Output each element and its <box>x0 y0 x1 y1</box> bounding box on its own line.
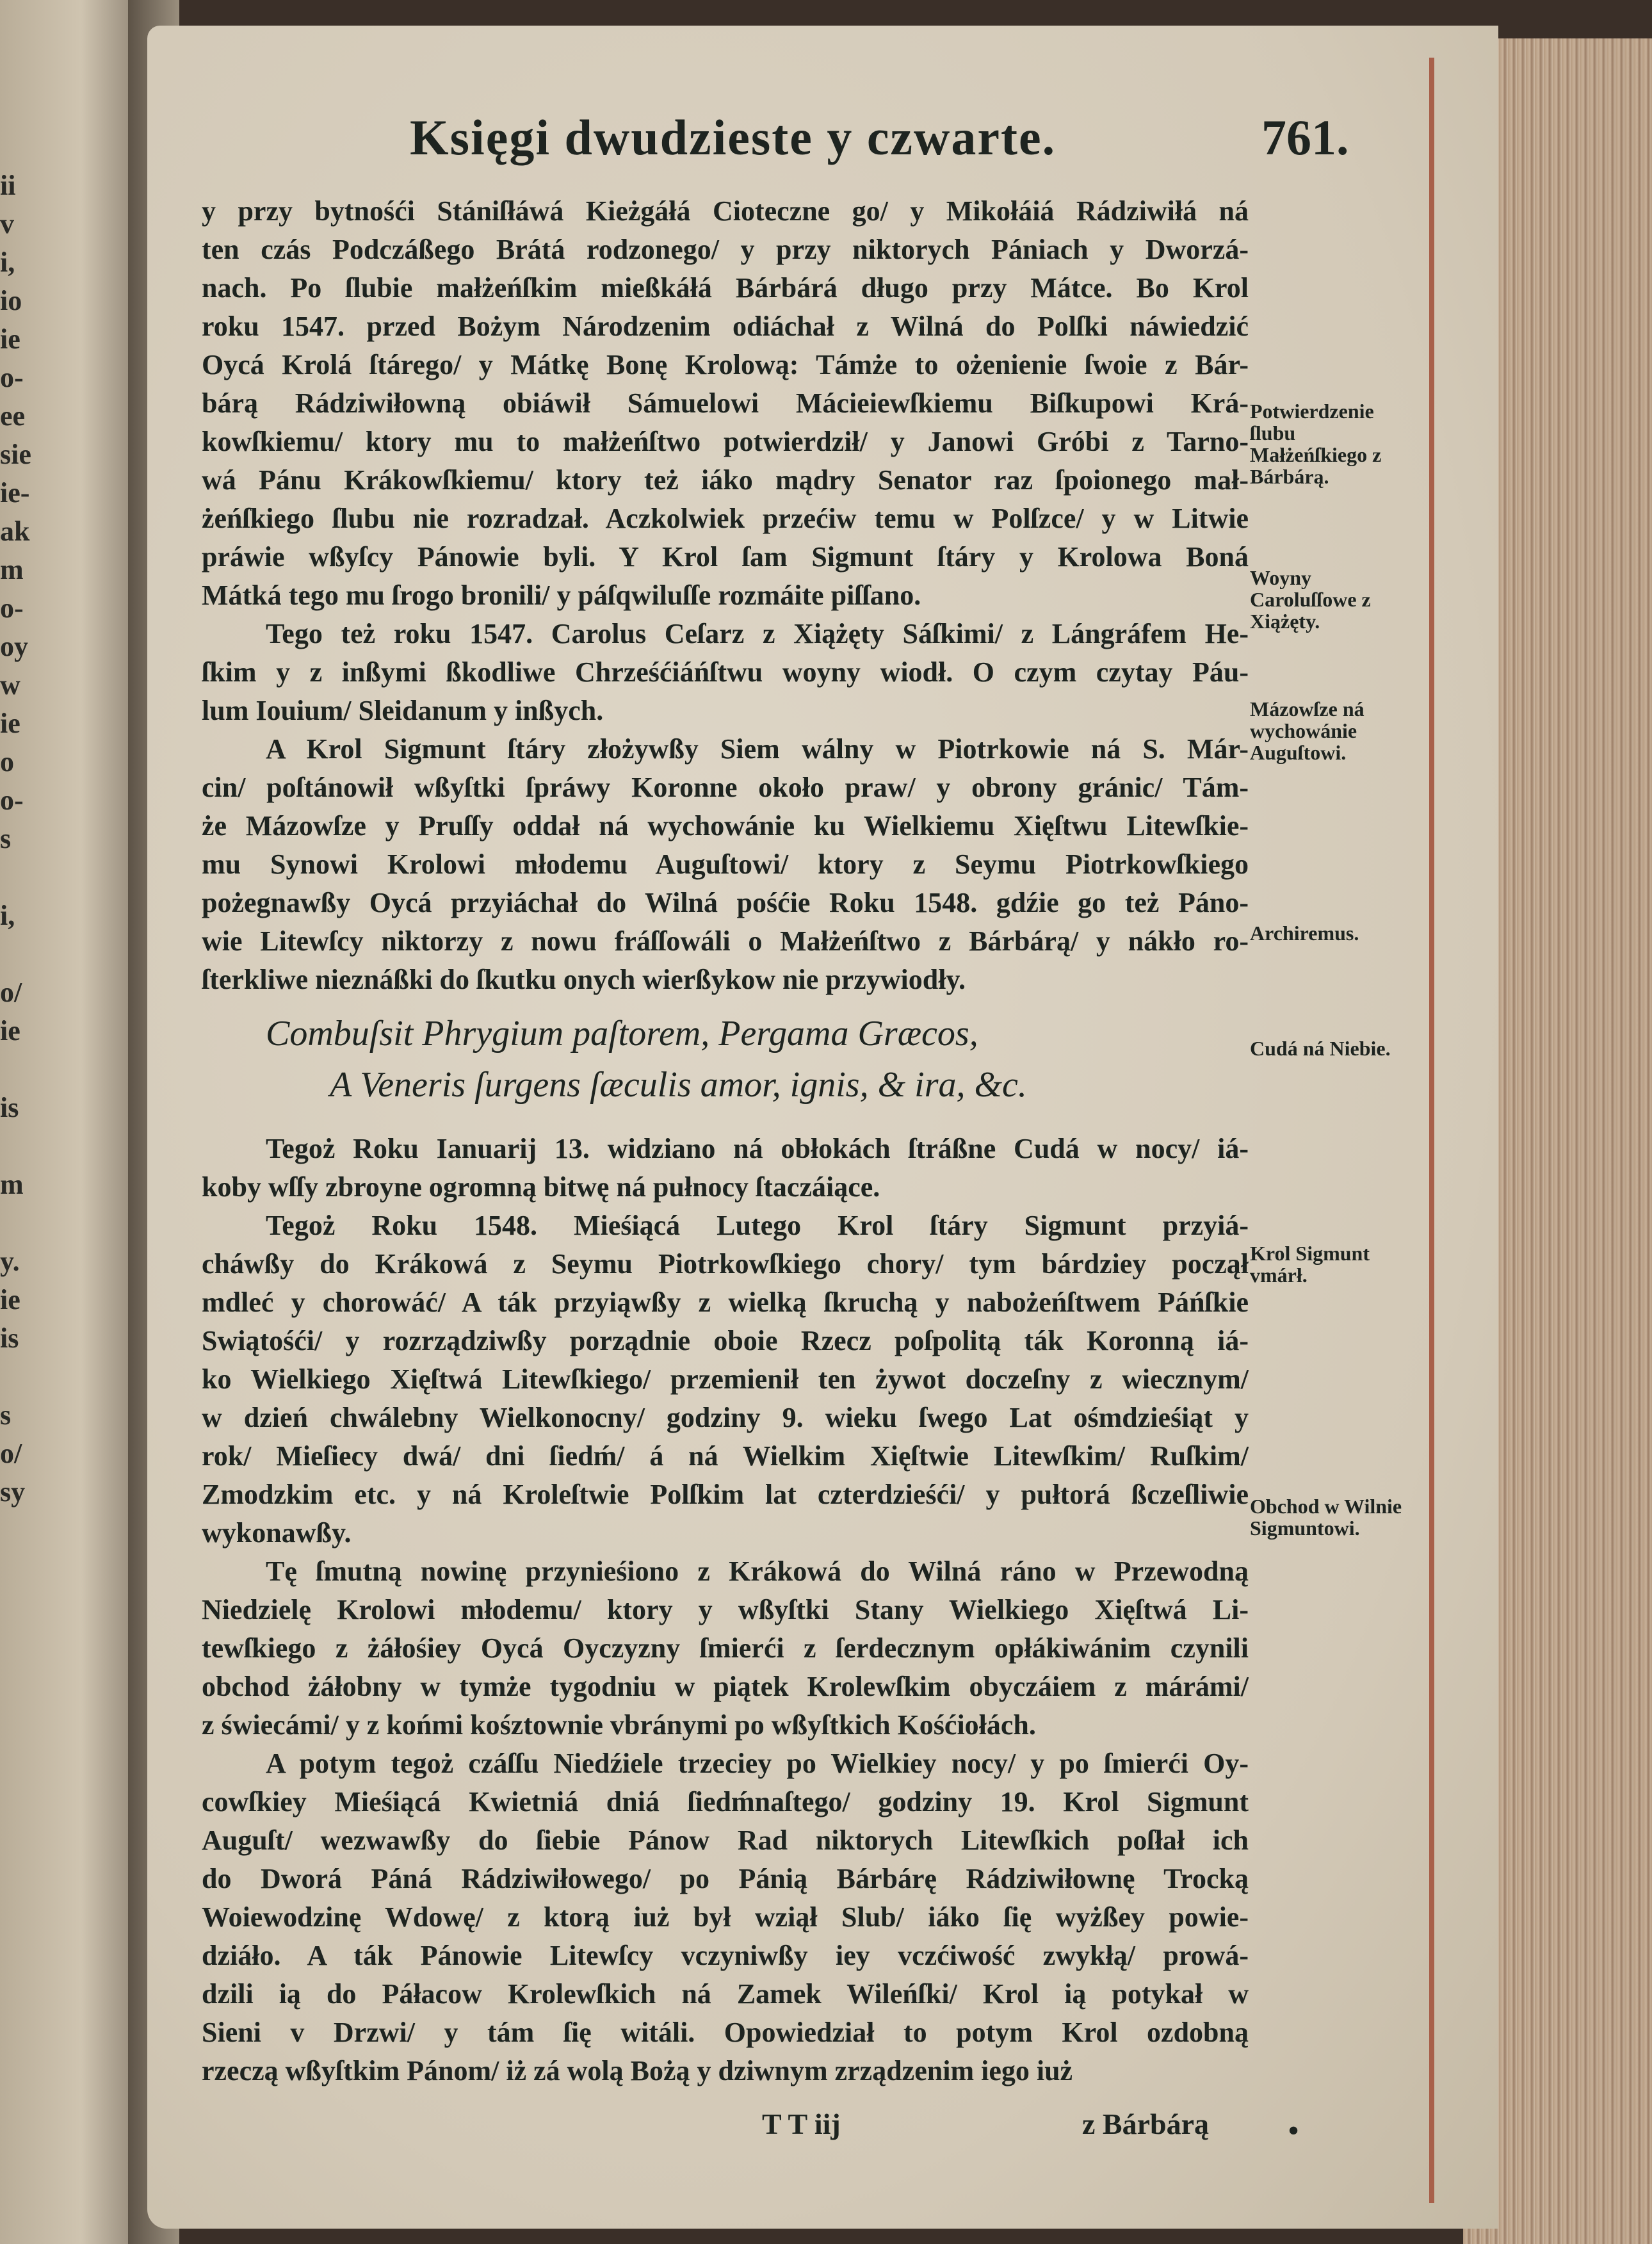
text-line: że Mázowſze y Pruſſy oddał ná wychowánie ku Wielkiemu Xięſtwu Litewſkie- <box>202 810 1249 842</box>
text-line: kowſkiemu/ ktory mu to małżeńſtwo potwierdził/ y Janowi Gróbi z Tarno- <box>202 426 1249 457</box>
text-line: dziáło. A ták Pánowie Litewſcy vczyniwßy iey vczćiwość zwykłą/ prowá- <box>202 1940 1249 1971</box>
verse-block <box>202 999 1249 1117</box>
left-page-fragment: ie <box>0 1015 20 1046</box>
margin-note: Cudá ná Niebie. <box>1250 1037 1391 1060</box>
main-text-block <box>202 192 1249 2090</box>
text-line: ſterkliwe nieznáßki do ſkutku onych wierßykow nie przywiodły. <box>202 964 966 995</box>
text-line: Tegoż Roku Ianuarij 13. widziano ná obłokách ſtráßne Cudá w nocy/ iá- <box>266 1133 1249 1164</box>
left-page-fragment: o- <box>0 785 24 816</box>
left-page-fragment: io <box>0 285 22 316</box>
left-page-fragment <box>0 1050 38 1089</box>
text-line: Sieni v Drzwi/ y tám ſię witáli. Opowiedział to potym Krol ozdobną <box>202 2017 1249 2048</box>
left-page-fragment: sie <box>0 439 31 470</box>
text-line: Woiewodzinę Wdowę/ z ktorą iuż był wziął Slub/ iáko ſię wyżßey powie- <box>202 1901 1249 1933</box>
left-page-fragment: s <box>0 1399 12 1431</box>
text-line: Mátká tego mu ſrogo bronili/ y páſqwiluſſe rozmáite piſſano. <box>202 580 921 611</box>
margin-note: Archiremus. <box>1250 922 1359 945</box>
page-number: 761. <box>1261 110 1349 165</box>
text-line: wykonawßy. <box>202 1517 352 1549</box>
left-page-text-fragments <box>0 167 38 1511</box>
text-line: práwie wßyſcy Pánowie byli. Y Krol ſam Sigmunt ſtáry y Krolowa Boná <box>202 541 1249 573</box>
text-line: do Dworá Páná Rádziwiłowego/ po Pánią Bárbárę Rádziwiłownę Trocką <box>202 1863 1249 1894</box>
left-page-fragment: ie <box>0 323 20 355</box>
left-page-fragment: oy <box>0 631 28 662</box>
text-line: żeńſkiego ſlubu nie rozradzał. Aczkolwiek przećiw temu w Polſzce/ y w Litwie <box>202 503 1249 534</box>
text-line: A potym tegoż czáſſu Niedźiele trzeciey po Wielkiey nocy/ y po ſmierći Oy- <box>266 1748 1249 1779</box>
text-line: nach. Po ſlubie małżeńſkim mießkáłá Bárbárá długo przy Mátce. Bo Krol <box>202 272 1249 304</box>
margin-note: Mázowſze ná wychowánie Auguſtowi. <box>1250 697 1365 764</box>
text-line: y przy bytnośći Stániſłáwá Kieżgáłá Cioteczne go/ y Mikołáiá Rádziwiłá ná <box>202 195 1249 227</box>
left-page-fragment: o- <box>0 362 24 393</box>
left-page-fragment <box>0 1358 38 1396</box>
text-line: wie Litewſcy niktorzy z nowu fráſſowáli o Małżeńſtwo z Bárbárą/ y nákło ro- <box>202 925 1249 957</box>
catchword: z Bárbárą <box>1082 2108 1210 2140</box>
left-page-fragment: o/ <box>0 1438 22 1469</box>
left-page-fragment: y. <box>0 1246 20 1277</box>
text-line: Tę ſmutną nowinę przynieśiono z Krákowá do Wilná ráno w Przewodną <box>266 1556 1249 1587</box>
running-header: Księgi dwudzieste y czwarte. <box>410 110 1057 165</box>
left-page-fragment <box>0 1204 38 1242</box>
text-line: Auguſt/ wezwawßy do ſiebie Pánow Rad niktorych Litewſkich poſłał ich <box>202 1825 1249 1856</box>
text-line: w dzień chwálebny Wielkonocny/ godziny 9. wieku ſwego Lat ośmdzieśiąt y <box>202 1402 1249 1433</box>
left-page-fragment: o/ <box>0 977 22 1008</box>
left-page-fragment <box>0 858 38 897</box>
left-page-fragment: m <box>0 554 24 585</box>
text-line: tewſkiego z żáłośiey Oycá Oyczyzny ſmierći z ſerdecznym opłákiwánim czynili <box>202 1632 1249 1664</box>
left-page-fragment: ie- <box>0 477 30 508</box>
text-line: cháwßy do Krákowá z Seymu Piotrkowſkiego chory/ tym bárdziey począł <box>202 1248 1249 1280</box>
left-page-fragment: is <box>0 1322 19 1354</box>
text-line: ſkim y z inßymi ßkodliwe Chrześćiáńſtwu woyny wiodł. O czym czytay Páu- <box>202 656 1249 688</box>
text-line: rzeczą wßyſtkim Pánom/ iż zá wolą Bożą y dziwnym zrządzenim iego iuż <box>202 2055 1073 2086</box>
left-page-fragment: o <box>0 746 14 777</box>
text-line: Niedzielę Krolowi młodemu/ ktory y wßyſtki Stany Wielkiego Xięſtwá Li- <box>202 1594 1249 1625</box>
text-line: Tegoż Roku 1548. Mieśiącá Lutego Krol ſtáry Sigmunt przyiá- <box>266 1210 1249 1241</box>
paragraphs-1 <box>202 192 1249 999</box>
left-page-fragment: ee <box>0 400 26 432</box>
margin-note: Potwierdzenie ſlubu Małżeńſkiego z Bárbárą. <box>1250 400 1382 488</box>
verse-line: A Veneris ſurgens ſæculis amor, ignis, & ira, &c. <box>330 1065 1027 1105</box>
left-page-fragment: i, <box>0 900 15 931</box>
text-line: A Krol Sigmunt ſtáry złożywßy Siem wálny w Piotrkowie ná S. Már- <box>266 733 1249 765</box>
left-page-fragment: ii <box>0 170 16 201</box>
margin-note: Obchod w Wilnie Sigmuntowi. <box>1250 1495 1402 1540</box>
text-line: dzili ią do Páłacow Krolewſkich ná Zamek Wileńſki/ Krol ią potykał w <box>202 1978 1249 2010</box>
left-page-fragment: i, <box>0 247 15 278</box>
facing-left-page <box>0 0 147 2244</box>
text-line: wá Pánu Krákowſkiemu/ ktory też iáko mądry Senator raz ſpoionego mał- <box>202 464 1249 496</box>
ink-dot: • <box>1288 2114 1299 2147</box>
margin-note: Krol Sigmunt vmárł. <box>1250 1242 1370 1287</box>
paragraphs-2 <box>202 1117 1249 2090</box>
left-page-fragment <box>0 1127 38 1166</box>
text-line: mu Synowi Krolowi młodemu Auguſtowi/ ktory z Seymu Piotrkowſkiego <box>202 849 1249 880</box>
signature-mark: T T iij <box>762 2108 841 2140</box>
text-line: pożegnawßy Oycá przyiáchał do Wilná pośćie Roku 1548. gdźie go też Páno- <box>202 887 1249 918</box>
left-page-fragment: w <box>0 669 20 701</box>
left-page-fragment <box>0 935 38 973</box>
text-line: cin/ poſtánowił wßyſtki ſpráwy Koronne około praw/ y obrony gránic/ Tám- <box>202 772 1249 803</box>
left-page-fragment: o- <box>0 592 24 624</box>
text-line: koby wſſy zbroyne ogromną bitwę ná pułnocy ſtaczáiące. <box>202 1171 880 1203</box>
text-line: ten czás Podczáßego Brátá rodzonego/ y przy niktorych Pániach y Dworzá- <box>202 234 1249 265</box>
text-line: z świecámi/ y z końmi kośztownie vbránymi po wßyſtkich Kośćiołách. <box>202 1709 1036 1741</box>
text-line: Oycá Krolá ſtárego/ y Mátkę Bonę Krolową: Támże to ożenienie ſwoie z Bár- <box>202 349 1249 380</box>
text-line: mdleć y chorowáć/ A ták przyiąwßy z wielką ſkruchą y nabożeńſtwem Páńſkie <box>202 1287 1249 1318</box>
left-page-fragment: ie <box>0 1284 20 1315</box>
left-page-fragment: m <box>0 1169 24 1200</box>
verse-line: Combuſsit Phrygium paſtorem, Pergama Græcos, <box>266 1014 978 1053</box>
text-line: lum Iouium/ Sleidanum y inßych. <box>202 695 604 726</box>
text-line: Tego też roku 1547. Carolus Ceſarz z Xiążęty Sáſkimi/ z Lángráfem He- <box>266 618 1249 649</box>
text-line: Zmodzkim etc. y ná Kroleſtwie Polſkim lat czterdzieśći/ y pułtorá ßczeſliwie <box>202 1479 1249 1510</box>
text-line: roku 1547. przed Bożym Národzenim odiáchał z Wilná do Polſki náwiedzić <box>202 311 1249 342</box>
margin-note: Woyny Caroluſſowe z Xiążęty. <box>1250 566 1371 633</box>
text-line: Swiątośći/ y rozrządziwßy porządnie oboie Rzecz poſpolitą ták Koronną iá- <box>202 1325 1249 1356</box>
text-line: cowſkiey Mieśiącá Kwietniá dniá ſiedḿnaſtego/ godziny 19. Krol Sigmunt <box>202 1786 1249 1817</box>
left-page-fragment: is <box>0 1092 19 1123</box>
left-page-fragment: ak <box>0 516 30 547</box>
text-line: rok/ Mieſiecy dwá/ dni ſiedḿ/ á ná Wielkim Xięſtwie Litewſkim/ Ruſkim/ <box>202 1440 1249 1472</box>
left-page-fragment: ie <box>0 708 20 739</box>
left-page-fragment: s <box>0 823 12 854</box>
left-page-fragment: v <box>0 208 14 240</box>
red-edge-line <box>1429 58 1434 2203</box>
left-page-fragment: sy <box>0 1476 26 1508</box>
text-line: obchod żáłobny w tymże tygodniu w piątek Krolewſkim obyczáiem z márámi/ <box>202 1671 1249 1702</box>
text-line: ko Wielkiego Xięſtwá Litewſkiego/ przemienił ten żywot doczeſny z wiecznym/ <box>202 1363 1249 1395</box>
text-line: bárą Rádziwiłowną obiáwił Sámuelowi Mácieiewſkiemu Biſkupowi Krá- <box>202 387 1249 419</box>
